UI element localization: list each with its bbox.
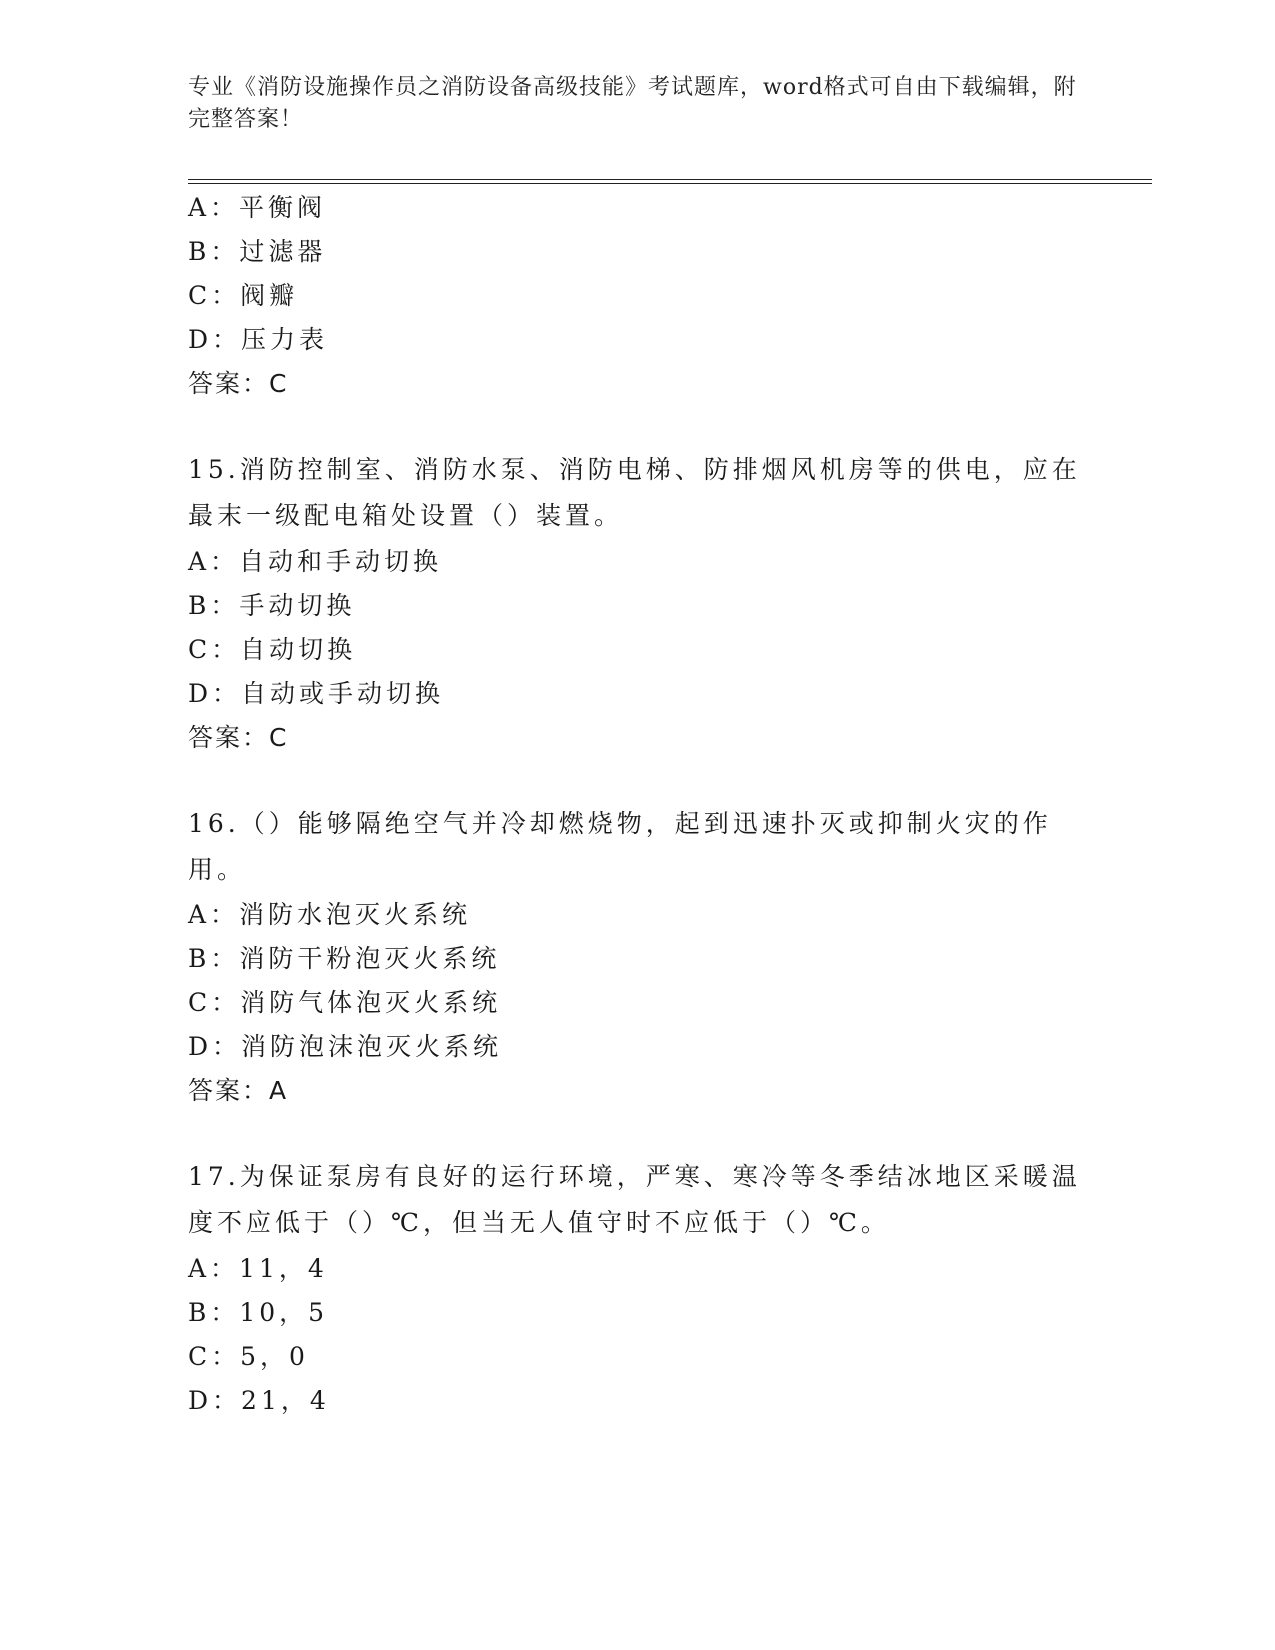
q15-option-a: A：自动和手动切换 bbox=[188, 547, 443, 576]
q16-stem: 16.（）能够隔绝空气并冷却燃烧物，起到迅速扑灭或抑制火灾的作用。 bbox=[188, 809, 1052, 884]
header-divider-bottom bbox=[188, 183, 1152, 184]
q15-stem: 15.消防控制室、消防水泵、消防电梯、防排烟风机房等的供电，应在最末一级配电箱处设置（）装置。 bbox=[188, 455, 1081, 530]
q17-option-a: A：11，4 bbox=[188, 1254, 328, 1283]
q15-option-c: C：自动切换 bbox=[188, 635, 357, 664]
q15-option-b: B：手动切换 bbox=[188, 591, 356, 620]
q17-option-d: D：21，4 bbox=[188, 1386, 330, 1415]
q16-option-c: C：消防气体泡灭火系统 bbox=[188, 988, 502, 1017]
q16-option-b: B：消防干粉泡灭火系统 bbox=[188, 944, 501, 973]
header-divider-top bbox=[188, 179, 1152, 180]
q16-option-a: A：消防水泡灭火系统 bbox=[188, 900, 472, 929]
header-note: 专业《消防设施操作员之消防设备高级技能》考试题库，word格式可自由下载编辑，附完整答案！ bbox=[188, 75, 1077, 132]
q17-option-c: C：5，0 bbox=[188, 1342, 309, 1371]
q16-answer: 答案：A bbox=[188, 1076, 289, 1105]
q14-option-a: A：平衡阀 bbox=[188, 193, 327, 222]
q14-option-d: D：压力表 bbox=[188, 325, 329, 354]
q14-answer: 答案：C bbox=[188, 369, 289, 398]
q16-option-d: D：消防泡沫泡灭火系统 bbox=[188, 1032, 503, 1061]
q17-option-b: B：10，5 bbox=[188, 1298, 329, 1327]
q15-answer: 答案：C bbox=[188, 723, 289, 752]
q15-option-d: D：自动或手动切换 bbox=[188, 679, 445, 708]
q17-stem: 17.为保证泵房有良好的运行环境，严寒、寒冷等冬季结冰地区采暖温度不应低于（）℃，但当无人值守时不应低于（）℃。 bbox=[188, 1162, 1081, 1237]
q14-option-c: C：阀瓣 bbox=[188, 281, 299, 310]
q14-option-b: B：过滤器 bbox=[188, 237, 327, 266]
